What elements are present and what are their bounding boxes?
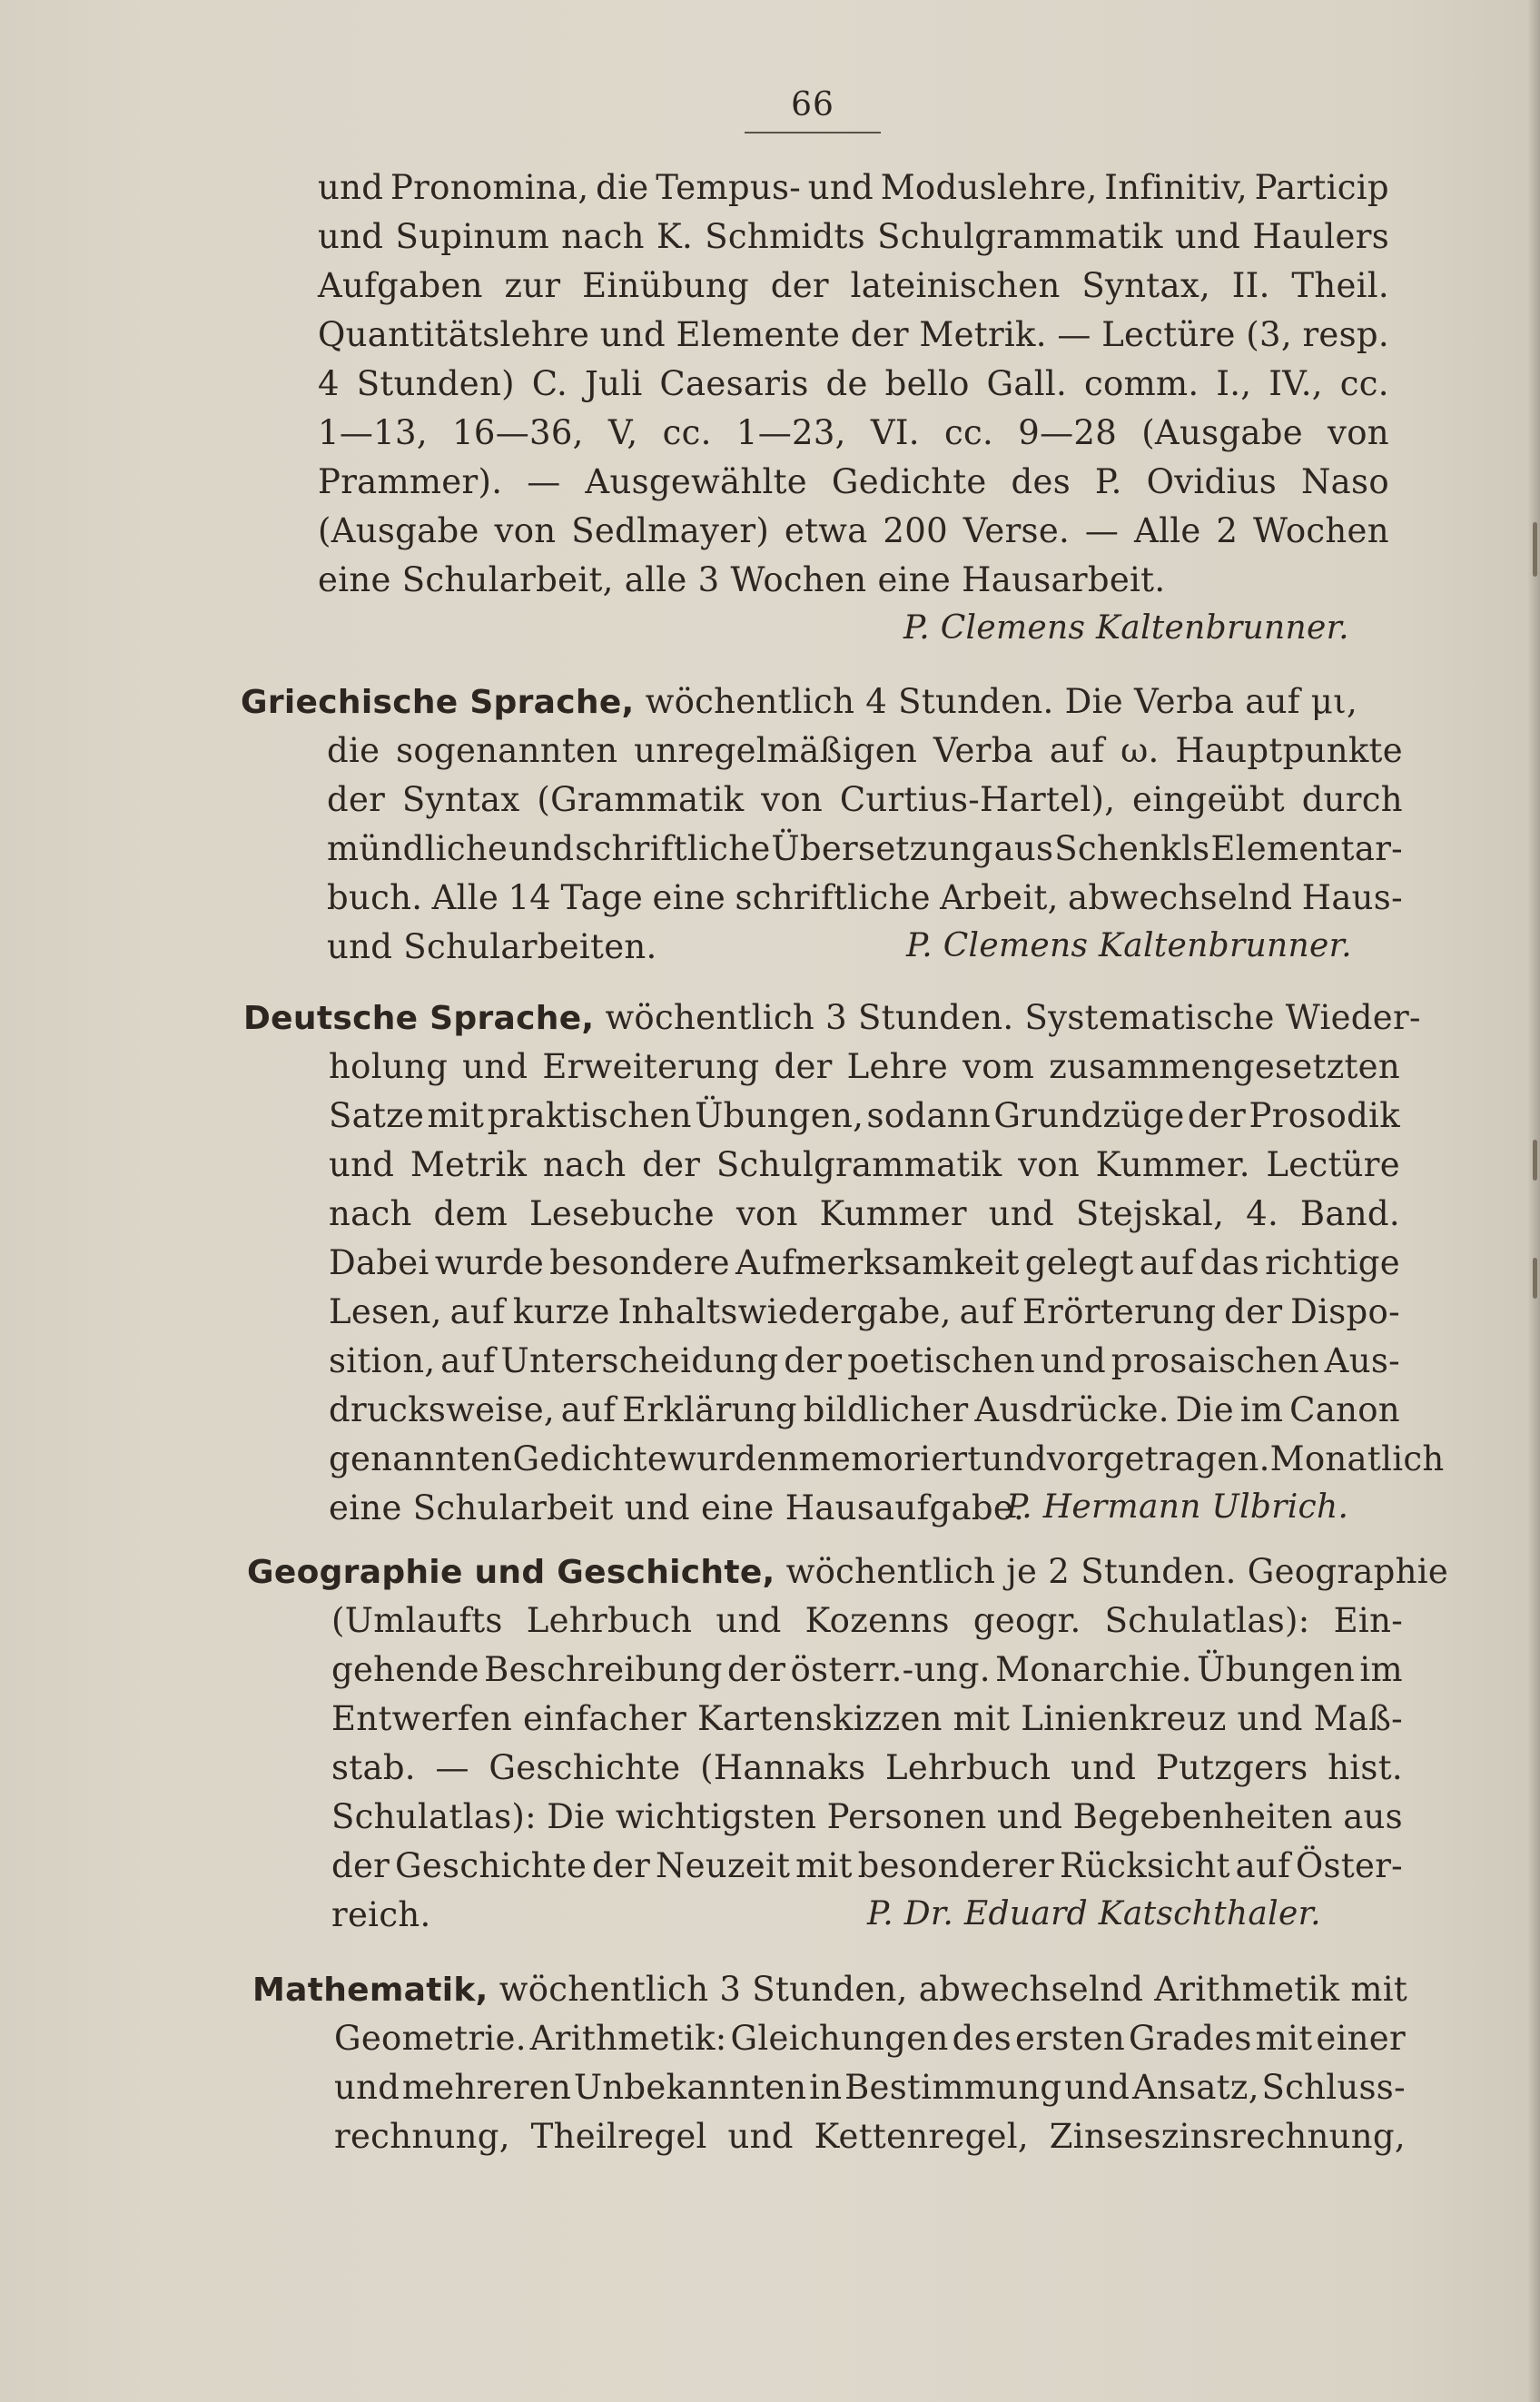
word: Juli (585, 364, 643, 403)
word: mehreren (401, 2068, 572, 2107)
word: (Ausgabe (318, 511, 479, 550)
word: de (825, 364, 868, 403)
word: Lectüre (1101, 315, 1236, 354)
word: — (1084, 511, 1120, 550)
word: Stejskal, (1075, 1194, 1225, 1233)
word: kurze (512, 1292, 610, 1331)
word: auf (1139, 1243, 1195, 1282)
word: aus (1343, 1797, 1403, 1836)
word: Die (1175, 1390, 1234, 1429)
word: Haus- (1301, 878, 1403, 917)
word: memoriert (798, 1439, 982, 1478)
word: auf (1049, 731, 1105, 770)
word: comm. (1083, 364, 1199, 403)
word: unregelmäßigen (634, 731, 918, 770)
word: Prosodik (1249, 1096, 1400, 1135)
text-line (334, 2068, 1406, 2107)
word: die (327, 731, 380, 770)
teacher-signature: P. Clemens Kaltenbrunner. (906, 927, 1352, 964)
word: vom (962, 1047, 1035, 1086)
word: auf (959, 1292, 1015, 1331)
word: Monatlich (1269, 1439, 1445, 1478)
word: poetischen (847, 1341, 1036, 1380)
word: II. (1231, 266, 1270, 305)
word: dem (433, 1194, 508, 1233)
word: Naso (1301, 462, 1389, 501)
text-line (327, 878, 1403, 917)
word: Putzgers (1155, 1748, 1308, 1787)
word: nach (542, 1145, 627, 1184)
word: Gedichte (512, 1439, 668, 1478)
word: wichtigsten (615, 1797, 817, 1836)
word: der (784, 1341, 843, 1380)
word: der (642, 1145, 701, 1184)
text-line: und Schularbeiten. (327, 927, 657, 966)
word: vorgetragen. (1046, 1439, 1270, 1478)
word: einfacher (522, 1699, 687, 1738)
word: Rücksicht (1059, 1846, 1230, 1885)
word: eine (652, 878, 726, 917)
text-line (329, 1096, 1400, 1135)
section-heading: Deutsche Sprache, (243, 1000, 595, 1037)
text-line (329, 1390, 1400, 1429)
word: Erörterung (1022, 1292, 1217, 1331)
word: von (494, 511, 557, 550)
teacher-signature: P. Hermann Ulbrich. (1006, 1488, 1349, 1526)
word: wurden (667, 1439, 799, 1478)
word: 2 (1216, 511, 1239, 550)
word: Arbeit, (940, 878, 1059, 917)
word: Verba (933, 731, 1034, 770)
text-line (327, 780, 1403, 819)
word: Dabei (329, 1243, 429, 1282)
word: (Ausgabe (1141, 413, 1303, 452)
word: auf (560, 1390, 617, 1429)
word: — (527, 462, 561, 501)
word: cc. (1339, 364, 1389, 403)
word: Grundzüge (993, 1096, 1185, 1135)
text-line (331, 1797, 1403, 1836)
word: von (1018, 1145, 1080, 1184)
word: Neuzeit (655, 1846, 791, 1885)
word: eingeübt (1132, 780, 1285, 819)
word: zusammengesetzten (1049, 1047, 1400, 1086)
text-line (331, 1846, 1403, 1885)
word: des (952, 2019, 1012, 2058)
word: wurde (434, 1243, 545, 1282)
word: Erweiterung (542, 1047, 760, 1086)
text-line (318, 266, 1389, 305)
word: VI. (870, 413, 920, 452)
word: der (1224, 1292, 1283, 1331)
word: IV., (1269, 364, 1323, 403)
word: stab. (331, 1748, 416, 1787)
word: und (334, 2068, 400, 2107)
word: geogr. (972, 1601, 1081, 1640)
word: C. (531, 364, 568, 403)
word: Inhaltswiedergabe, (617, 1292, 952, 1331)
margin-mark (1533, 522, 1537, 577)
word: Kartenskizzen (696, 1699, 943, 1738)
word: auf (449, 1292, 506, 1331)
word: mit (427, 1096, 485, 1135)
word: Metrik (410, 1145, 528, 1184)
word: Ansatz, (1131, 2068, 1259, 2107)
word: und (462, 1047, 528, 1086)
word: (3, (1246, 315, 1292, 354)
word: Die (547, 1797, 606, 1836)
word: das (1199, 1243, 1259, 1282)
word: und (727, 2117, 794, 2156)
word: lateinischen (850, 266, 1061, 305)
word: sition, (329, 1341, 436, 1380)
word: Beschreibung (484, 1650, 723, 1689)
word: Gleichungen (730, 2019, 949, 2058)
word: Geometrie. (334, 2019, 527, 2058)
word: Ovidius (1146, 462, 1278, 501)
word: Bestimmung (844, 2068, 1062, 2107)
word: Kummer (819, 1194, 967, 1233)
word: die (596, 168, 649, 207)
word: mit (953, 1699, 1011, 1738)
word: 4. (1246, 1194, 1279, 1233)
word: Theil. (1291, 266, 1389, 305)
word: der (331, 1846, 390, 1885)
word: P. (1094, 462, 1122, 501)
word: Schulgrammatik (877, 217, 1163, 256)
word: einer (1316, 2019, 1406, 2058)
word: zur (504, 266, 561, 305)
text-line (331, 1601, 1403, 1640)
word: Zinseszinsrechnung, (1049, 2117, 1406, 2156)
word: Lesen, (329, 1292, 442, 1331)
margin-mark (1533, 1140, 1537, 1181)
word: gelegt (1024, 1243, 1134, 1282)
word: Schluss- (1261, 2068, 1406, 2107)
word: Personen (826, 1797, 987, 1836)
word: Caesaris (659, 364, 809, 403)
word: des (1011, 462, 1071, 501)
section-first-line (243, 998, 1421, 1037)
word: und (1040, 1341, 1107, 1380)
text-line: eine Schularbeit und eine Hausaufgabe. (329, 1488, 1025, 1527)
word: — (435, 1748, 469, 1787)
word: und (508, 829, 575, 868)
text-line (318, 315, 1389, 354)
section-first-line-text: wöchentlich 4 Stunden. Die Verba auf μι, (645, 682, 1358, 721)
word: in (809, 2068, 843, 2107)
text-line (331, 1699, 1403, 1738)
word: und (988, 1194, 1054, 1233)
text-line (329, 1341, 1400, 1380)
text-line: reich. (331, 1895, 431, 1934)
word: österr.-ung. (790, 1650, 991, 1689)
word: I., (1216, 364, 1252, 403)
word: Elemente (676, 315, 841, 354)
word: und (599, 315, 666, 354)
word: Curtius-Hartel), (839, 780, 1116, 819)
word: der (850, 315, 909, 354)
word: V, (607, 413, 638, 452)
word: prosaischen (1111, 1341, 1319, 1380)
word: der (327, 780, 386, 819)
word: besondere (549, 1243, 730, 1282)
word: durch (1301, 780, 1403, 819)
word: 9—28 (1018, 413, 1118, 452)
word: der (1187, 1096, 1247, 1135)
word: Ausgewählte (585, 462, 807, 501)
word: der (591, 1846, 651, 1885)
word: mit (795, 1846, 853, 1885)
word: Unbekannten (573, 2068, 807, 2107)
text-line (327, 829, 1403, 868)
text-line (334, 2019, 1406, 2058)
word: abwechselnd (1068, 878, 1293, 917)
word: Gall. (986, 364, 1068, 403)
word: besonderer (857, 1846, 1055, 1885)
word: ω. (1120, 731, 1160, 770)
word: 200 (883, 511, 948, 550)
word: im (1359, 1650, 1403, 1689)
teacher-signature: P. Clemens Kaltenbrunner. (903, 609, 1349, 647)
section-heading: Mathematik, (252, 1972, 489, 2009)
word: praktischen (487, 1096, 692, 1135)
word: Infinitiv, (1104, 168, 1248, 207)
word: Prammer). (318, 462, 503, 501)
word: und (318, 168, 384, 207)
word: Schenkls (1054, 829, 1210, 868)
word: Lehrbuch (526, 1601, 693, 1640)
page-edge-shadow (1527, 0, 1540, 2402)
word: Grades (1129, 2019, 1252, 2058)
word: Elementar- (1210, 829, 1403, 868)
text-line (318, 511, 1389, 550)
word: Schulatlas): (1104, 1601, 1310, 1640)
word: Arithmetik: (529, 2019, 727, 2058)
word: Kettenregel, (814, 2117, 1029, 2156)
word: Ein- (1333, 1601, 1403, 1640)
page-number: 66 (791, 86, 834, 124)
word: auf (440, 1341, 496, 1380)
text-line (329, 1194, 1400, 1233)
word: Schulatlas): (331, 1797, 537, 1836)
word: schriftliche (735, 878, 931, 917)
word: (Hannaks (700, 1748, 866, 1787)
word: Monarchie. (995, 1650, 1192, 1689)
word: 1—13, (318, 413, 428, 452)
text-line (331, 1748, 1403, 1787)
word: der (727, 1650, 786, 1689)
word: Geschichte (395, 1846, 587, 1885)
word: (Umlaufts (331, 1601, 503, 1640)
word: nach (561, 217, 645, 256)
section-first-line-text: wöchentlich 3 Stunden, abwechselnd Arithmetik mit (499, 1970, 1408, 2009)
margin-mark (1533, 1258, 1537, 1299)
word: Aufgaben (318, 266, 483, 305)
word: Übersetzung (771, 829, 993, 868)
word: etwa (784, 511, 868, 550)
word: schriftliche (575, 829, 771, 868)
word: Canon (1289, 1390, 1400, 1429)
word: und (1174, 217, 1241, 256)
word: und (1070, 1748, 1137, 1787)
text-line (329, 1047, 1400, 1086)
word: sodann (866, 1096, 991, 1135)
word: auf (1235, 1846, 1291, 1885)
word: aus (993, 829, 1054, 868)
word: buch. (327, 878, 423, 917)
teacher-signature: P. Dr. Eduard Katschthaler. (867, 1895, 1321, 1932)
section-heading: Geographie und Geschichte, (247, 1554, 775, 1591)
word: Stunden) (356, 364, 515, 403)
word: bello (884, 364, 970, 403)
text-line (331, 1650, 1403, 1689)
word: Aus- (1324, 1341, 1400, 1380)
section-first-line (252, 1972, 1407, 2007)
word: Schulgrammatik (716, 1145, 1002, 1184)
text-line (318, 364, 1389, 403)
word: Metrik. (919, 315, 1047, 354)
word: der (774, 1047, 833, 1086)
word: cc. (944, 413, 994, 452)
word: Theilregel (530, 2117, 707, 2156)
word: Lectüre (1266, 1145, 1400, 1184)
word: Übungen (1197, 1650, 1356, 1689)
text-line (334, 2117, 1406, 2156)
word: und (1064, 2068, 1130, 2107)
word: und (997, 1797, 1063, 1836)
word: Haulers (1252, 217, 1389, 256)
section-first-line-text: wöchentlich je 2 Stunden. Geographie (785, 1552, 1449, 1591)
word: 14 (508, 878, 552, 917)
section-first-line (247, 1552, 1449, 1591)
word: Moduslehre, (880, 168, 1098, 207)
word: Öster- (1295, 1846, 1403, 1885)
word: Kozenns (805, 1601, 950, 1640)
section-heading: Griechische Sprache, (241, 684, 635, 721)
word: mündliche (327, 829, 508, 868)
word: 16—36, (452, 413, 584, 452)
word: der (770, 266, 829, 305)
section-first-line-text: wöchentlich 3 Stunden. Systematische Wieder- (605, 998, 1421, 1037)
word: Maß- (1313, 1699, 1403, 1738)
word: Geschichte (489, 1748, 681, 1787)
page-number-rule (745, 132, 881, 133)
word: Tage (560, 878, 644, 917)
text-line (318, 168, 1389, 207)
word: richtige (1265, 1243, 1400, 1282)
word: Wochen (1253, 511, 1389, 550)
word: gehende (331, 1650, 479, 1689)
word: 1—23, (735, 413, 846, 452)
word: und (981, 1439, 1047, 1478)
word: drucksweise, (329, 1390, 555, 1429)
word: Satze (329, 1096, 425, 1135)
word: Lesebuche (528, 1194, 715, 1233)
word: Alle (1134, 511, 1201, 550)
word: Entwerfen (331, 1699, 513, 1738)
word: Tempus- (656, 168, 802, 207)
word: und (318, 217, 384, 256)
word: Kummer. (1095, 1145, 1250, 1184)
word: Verse. (962, 511, 1071, 550)
word: rechnung, (334, 2117, 510, 2156)
word: Übungen, (695, 1096, 864, 1135)
word: und (1237, 1699, 1303, 1738)
word: Erklärung (622, 1390, 797, 1429)
text-line (329, 1292, 1400, 1331)
text-line (318, 217, 1389, 256)
word: Unterscheidung (500, 1341, 779, 1380)
word: Begebenheiten (1072, 1797, 1333, 1836)
word: von (1328, 413, 1389, 452)
word: cc. (662, 413, 712, 452)
word: nach (329, 1194, 412, 1233)
word: sogenannten (396, 731, 618, 770)
word: von (735, 1194, 798, 1233)
word: 4 (318, 364, 340, 403)
word: Schmidts (705, 217, 865, 256)
text-line (329, 1439, 1445, 1478)
word: K. (656, 217, 694, 256)
word: Aufmerksamkeit (735, 1243, 1020, 1282)
word: Sedlmayer) (571, 511, 770, 550)
text-line (329, 1243, 1400, 1282)
text-line (329, 1145, 1400, 1184)
word: und (807, 168, 874, 207)
word: Quantitätslehre (318, 315, 590, 354)
word: genannten (329, 1439, 513, 1478)
word: Hauptpunkte (1175, 731, 1403, 770)
word: (Grammatik (537, 780, 745, 819)
word: bildlicher (803, 1390, 969, 1429)
text-line (318, 413, 1389, 452)
word: Lehrbuch (884, 1748, 1051, 1787)
word: holung (329, 1047, 449, 1086)
word: Linienkreuz (1021, 1699, 1227, 1738)
section-first-line (241, 682, 1358, 721)
word: und (716, 1601, 782, 1640)
word: Ausdrücke. (974, 1390, 1170, 1429)
word: ersten (1015, 2019, 1126, 2058)
word: Alle (431, 878, 499, 917)
word: im (1239, 1390, 1284, 1429)
word: von (761, 780, 824, 819)
word: — (1057, 315, 1091, 354)
text-line (327, 731, 1403, 770)
word: mit (1255, 2019, 1313, 2058)
word: hist. (1328, 1748, 1403, 1787)
word: Supinum (395, 217, 549, 256)
word: resp. (1302, 315, 1389, 354)
word: Einübung (582, 266, 750, 305)
word: Gedichte (831, 462, 987, 501)
text-line: eine Schularbeit, alle 3 Wochen eine Hausarbeit. (318, 560, 1166, 599)
word: Dispo- (1290, 1292, 1400, 1331)
word: Particip (1254, 168, 1389, 207)
word: Pronomina, (390, 168, 589, 207)
word: und (329, 1145, 395, 1184)
word: Syntax, (1081, 266, 1211, 305)
word: Lehre (846, 1047, 949, 1086)
text-line (318, 462, 1389, 501)
word: Band. (1299, 1194, 1400, 1233)
word: Syntax (401, 780, 520, 819)
